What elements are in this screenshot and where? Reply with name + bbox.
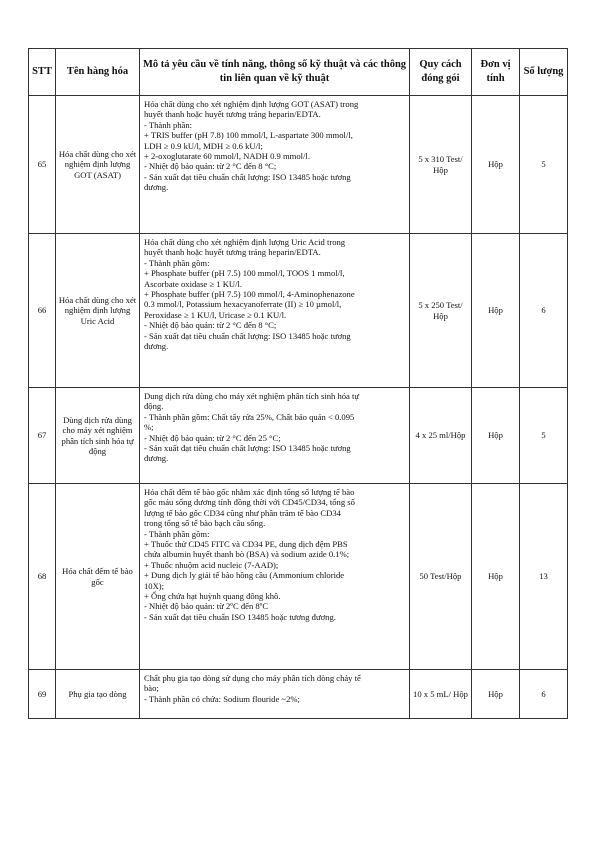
row-packaging: 50 Test/Hộp (410, 484, 472, 670)
description-line: + Phosphate buffer (pH 7.5) 100 mmol/l, 4-Aminophenazone (144, 289, 355, 300)
row-packaging: 4 x 25 ml/Hộp (410, 388, 472, 484)
description-line: Dung dịch rửa dùng cho máy xét nghiệm phân tích sinh hóa tự (144, 391, 360, 401)
row-stt: 68 (29, 484, 56, 670)
description-line: + Ống chứa hạt huỳnh quang đông khô. (144, 591, 281, 602)
header-description: Mô tả yêu cầu về tính năng, thông số kỹ thuật và các thông tin liên quan về kỹ thuật (140, 49, 410, 96)
table-row (29, 234, 568, 388)
description-line: - Thành phần gồm: (144, 257, 210, 268)
row-unit: Hộp (472, 484, 520, 670)
row-item-name: Hóa chất đếm tế bào gốc (56, 484, 140, 670)
row-stt: 67 (29, 388, 56, 484)
description-line: Hóa chất đếm tế bào gốc nhằm xác định tổng số lượng tế bào (144, 487, 355, 497)
description-line: - Thành phần có chứa: Sodium flouride ~2%; (144, 693, 300, 704)
description-line: Chất phụ gia tạo dòng sử dụng cho máy phân tích dòng chảy tế (144, 673, 361, 683)
row-item-name: Hóa chất dùng cho xét nghiệm định lượng Uric Acid (56, 234, 140, 388)
row-quantity: 5 (520, 96, 568, 234)
description-line: đương. (144, 453, 169, 464)
description-line: - Sản xuất đạt tiêu chuẩn chất lượng: ISO 13485 hoặc tương (144, 443, 351, 454)
row-description (140, 234, 410, 388)
description-line: - Nhiệt độ bảo quản: từ 2 °C đến 8 °C; (144, 320, 277, 331)
description-line: Peroxidase ≥ 1 KU/l, Uricase ≥ 0.1 KU/l. (144, 309, 287, 320)
description-line: + 2-oxoglutarate 60 mmol/l, NADH 0.9 mmol/l. (144, 151, 310, 162)
description-line: Ascorbate oxidase ≥ 1 KU/l. (144, 278, 243, 289)
description-line: 10X); (144, 580, 165, 591)
row-item-name: Hóa chất dùng cho xét nghiệm định lượng GOT (ASAT) (56, 96, 140, 234)
description-line: Hóa chất dùng cho xét nghiệm định lượng GOT (ASAT) trong (144, 99, 359, 109)
description-line: chứa albumin huyết thanh bò (BSA) và sodium azide 0.1%; (144, 549, 350, 560)
row-packaging: 10 x 5 mL/ Hộp (410, 670, 472, 719)
header-unit: Đơn vị tính (472, 49, 520, 96)
row-quantity: 5 (520, 388, 568, 484)
row-quantity: 6 (520, 234, 568, 388)
row-unit: Hộp (472, 234, 520, 388)
description-line: - Nhiệt độ bảo quản: từ 2 °C đến 8 °C; (144, 161, 277, 172)
description-line: - Nhiệt độ bảo quản: từ 2ºC đến 8ºC (144, 601, 269, 612)
row-quantity: 6 (520, 670, 568, 719)
header-quantity: Số lượng (520, 49, 568, 96)
header-packaging: Quy cách đóng gói (410, 49, 472, 96)
description-line: - Sản xuất đạt tiêu chuẩn chất lượng: ISO 13485 hoặc tương (144, 330, 351, 341)
description-line: + Phosphate buffer (pH 7.5) 100 mmol/l, TOOS 1 mmol/l, (144, 268, 345, 279)
table-row (29, 388, 568, 484)
description-line: bào; (144, 683, 159, 694)
row-stt: 69 (29, 670, 56, 719)
row-stt: 65 (29, 96, 56, 234)
description-line: huyết thanh hoặc huyết tương tráng heparin/EDTA. (144, 247, 321, 258)
description-line: - Thành phần: (144, 119, 193, 130)
row-packaging: 5 x 250 Test/ Hộp (410, 234, 472, 388)
description-line: + TRIS buffer (pH 7.8) 100 mmol/l, L-aspartate 300 mmol/l, (144, 130, 353, 141)
description-line: trong tổng số tế bào bạch cầu sống. (144, 518, 266, 529)
description-line: - Sản xuất đạt tiêu chuẩn ISO 13485 hoặc tương đương. (144, 611, 336, 622)
description-line: - Thành phần gồm: Chất tẩy rửa 25%, Chất bảo quản < 0.095 (144, 411, 355, 422)
description-line: huyết thanh hoặc huyết tương tráng heparin/EDTA. (144, 109, 321, 120)
description-line: + Thuốc nhuộm acid nucleic (7-AAD); (144, 559, 279, 570)
row-item-name: Phụ gia tạo dòng (56, 670, 140, 719)
header-item-name: Tên hàng hóa (56, 49, 140, 96)
description-line: đương. (144, 341, 169, 352)
row-unit: Hộp (472, 388, 520, 484)
table-row (29, 96, 568, 234)
row-unit: Hộp (472, 96, 520, 234)
header-stt: STT (29, 49, 56, 96)
row-item-name: Dùng dịch rửa dùng cho máy xét nghiệm phân tích sinh hóa tự động (56, 388, 140, 484)
table-header-row (29, 49, 568, 96)
row-description (140, 96, 410, 234)
description-line: - Sản xuất đạt tiêu chuẩn chất lượng: ISO 13485 hoặc tương (144, 171, 351, 182)
description-line: động. (144, 401, 164, 412)
description-line: + Dung dịch ly giải tế bào hồng cầu (Ammonium chloride (144, 570, 345, 581)
row-description (140, 670, 410, 719)
description-line: - Nhiệt độ bảo quản: từ 2 °C đến 25 °C; (144, 432, 281, 443)
row-stt: 66 (29, 234, 56, 388)
table-row (29, 484, 568, 670)
description-line: đương. (144, 182, 169, 193)
description-line: Hóa chất dùng cho xét nghiệm định lượng Uric Acid trong (144, 237, 346, 247)
goods-spec-table (28, 48, 568, 719)
row-description (140, 484, 410, 670)
row-unit: Hộp (472, 670, 520, 719)
description-line: + Thuốc thử CD45 FITC và CD34 PE, dung dịch đệm PBS (144, 539, 348, 550)
row-packaging: 5 x 310 Test/ Hộp (410, 96, 472, 234)
table-row (29, 670, 568, 719)
description-line: lượng tế bào gốc CD34 cũng như phần trăm tế bào CD34 (144, 507, 341, 518)
description-line: %; (144, 422, 154, 433)
procurement-table-page (28, 48, 567, 719)
description-line: LDH ≥ 0.9 kU/l, MDH ≥ 0.6 kU/l; (144, 140, 263, 151)
description-line: 0.3 mmol/l, Potassium hexacyanoferrate (II) ≥ 10 µmol/l, (144, 299, 342, 310)
description-line: - Thành phần gồm: (144, 528, 210, 539)
description-line: gốc máu sống dương tính đồng thời với CD45/CD34, tổng số (144, 497, 355, 508)
row-quantity: 13 (520, 484, 568, 670)
row-description (140, 388, 410, 484)
table-body (29, 96, 568, 719)
